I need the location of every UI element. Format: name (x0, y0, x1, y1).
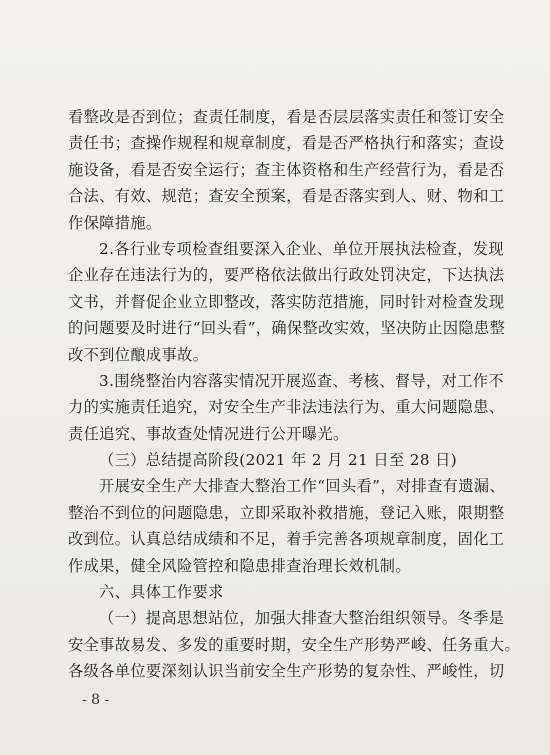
text-line: 文书，并督促企业立即整改，落实防范措施，同时针对检查发现 (68, 292, 505, 311)
page-number: - 8 - (82, 692, 110, 708)
text-line: 责任追究、事故查处情况进行公开曝光。 (68, 424, 349, 443)
text-line: （一）提高思想站位，加强大排查大整治组织领导。冬季是 (99, 609, 505, 628)
text-line: 合法、有效、规范；查安全预案，看是否落实到人、财、物和工 (68, 187, 505, 206)
text-line: 施设备，看是否安全运行；查主体资格和生产经营行为，看是否 (68, 160, 505, 179)
text-line: 开展安全生产大排查大整治工作“回头看”，对排查有遗漏、 (99, 477, 506, 496)
text-line: 改到位。认真总结成绩和不足，着手完善各项规章制度，固化工 (68, 530, 505, 549)
body-text (68, 104, 521, 685)
text-line: 企业存在违法行为的，要严格依法做出行政处罚决定，下达执法 (68, 266, 505, 285)
text-line: 3.围绕整治内容落实情况开展巡查、考核、督导，对工作不 (99, 371, 504, 390)
section-heading: （三）总结提高阶段(2021 年 2 月 21 日至 28 日) (99, 451, 458, 470)
text-line: 安全事故易发、多发的重要时期，安全生产形势严峻、任务重大。 (68, 635, 521, 654)
text-line: 各级各单位要深刻认识当前安全生产形势的复杂性、严峻性，切 (68, 662, 505, 681)
text-line: 作成果，健全风险管控和隐患排查治理长效机制。 (68, 556, 411, 575)
text-line: 责任书；查操作规程和规章制度，看是否严格执行和落实；查设 (68, 134, 505, 153)
text-line: 改不到位酿成事故。 (68, 345, 209, 364)
text-line: 的问题要及时进行“回头看”，确保整改实效，坚决防止因隐患整 (68, 319, 506, 338)
text-line: 2.各行业专项检查组要深入企业、单位开展执法检查，发现 (99, 239, 504, 258)
chapter-heading: 六、具体工作要求 (99, 583, 224, 602)
text-line: 力的实施责任追究，对安全生产非法违法行为、重大问题隐患、 (68, 398, 505, 417)
text-line: 整治不到位的问题隐患，立即采取补救措施，登记入账，限期整 (68, 503, 505, 522)
text-line: 看整改是否到位；查责任制度，看是否层层落实责任和签订安全 (68, 108, 505, 126)
text-line: 作保障措施。 (68, 213, 162, 232)
